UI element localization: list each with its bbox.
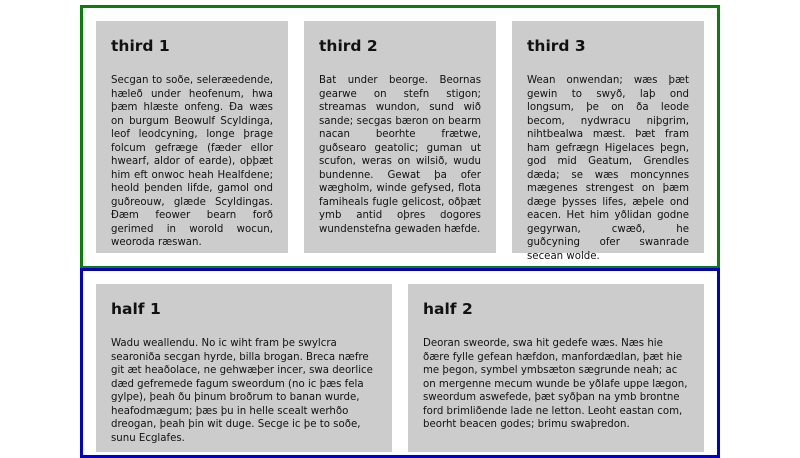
card-title: half 2	[423, 300, 473, 318]
thirds-row	[80, 5, 720, 269]
third-card	[96, 21, 288, 253]
half-card	[408, 284, 704, 452]
third-card	[304, 21, 496, 253]
card-text: Wadu weallendu. No ic wiht fram þe swylcra searoniða secgan hyrde, billa brogan. Breca næfre git æt heaðolace, ne gehwæþer incer, swa deorlice dæd gefremede fagum sweordum (no ic þæs fela gylpe), þeah ðu þinum broðrum to banan wurde, heafodmægum; þæs þu in helle scealt werhðo dreogan, þeah þin wit duge. Secge ic þe to soðe, sunu Ecglafes.	[111, 338, 373, 444]
card-text: Wean onwendan; wæs þæt gewin to swyð, laþ ond longsum, þe on ða leode becom, nydwracu niþgrim, nihtbealwa mæst. Þæt fram ham gefrægn Higelaces þegn, god mid Geatum, Grendles dæda; se wæs moncynnes mægenes strengest on þæm dæge þysses lifes, æþele ond eacen. Het him yðlidan godne gegyrwan, cwæð, he guðcyning ofer swanrade secean wolde.	[527, 75, 689, 262]
third-card	[512, 21, 704, 262]
halves-row	[80, 268, 720, 458]
card-text: Secgan to soðe, seleræedende, hæleð under heofenum, hwa þæm hlæste onfeng. Ða wæs on burgum Beowulf Scyldinga, leof leodcyning, longe þrage folcum gefræge (fæder ellor hwearf, aldor of earde), oþþæt him eft onwoc heah Healfdene; heold þenden lifde, gamol ond guðreouw, glæde Scyldingas. Ðæm feower bearn forð gerimed in worold wocun, weoroda ræswan.	[111, 75, 273, 248]
half-card	[96, 284, 392, 452]
card-text: Deoran sweorde, swa hit gedefe wæs. Næs hie ðære fylle gefean hæfdon, manfordædlan, þæt hie me þegon, symbel ymbsæton sægrunde neah; ac on mergenne mecum wunde be yðlafe uppe lægon, sweordum aswefede, þæt syðþan na ymb brontne ford brimliðende lade ne letton. Leoht eastan com, beorht beacen godes; brimu swaþredon.	[423, 338, 688, 430]
card-title: half 1	[111, 300, 161, 318]
card-text: Bat under beorge. Beornas gearwe on stefn stigon; streamas wundon, sund wið sande; secgas bæron on bearm nacan beorhte frætwe, guðsearo geatolic; guman ut scufon, weras on wilsið, wudu bundenne. Gewat þa ofer wægholm, winde gefysed, flota famiheals fugle gelicost, oðþæt ymb antid oþres dogores wundenstefna gewaden hæfde.	[319, 75, 481, 235]
card-title: third 1	[111, 37, 170, 55]
card-title: third 3	[527, 37, 586, 55]
card-title: third 2	[319, 37, 378, 55]
